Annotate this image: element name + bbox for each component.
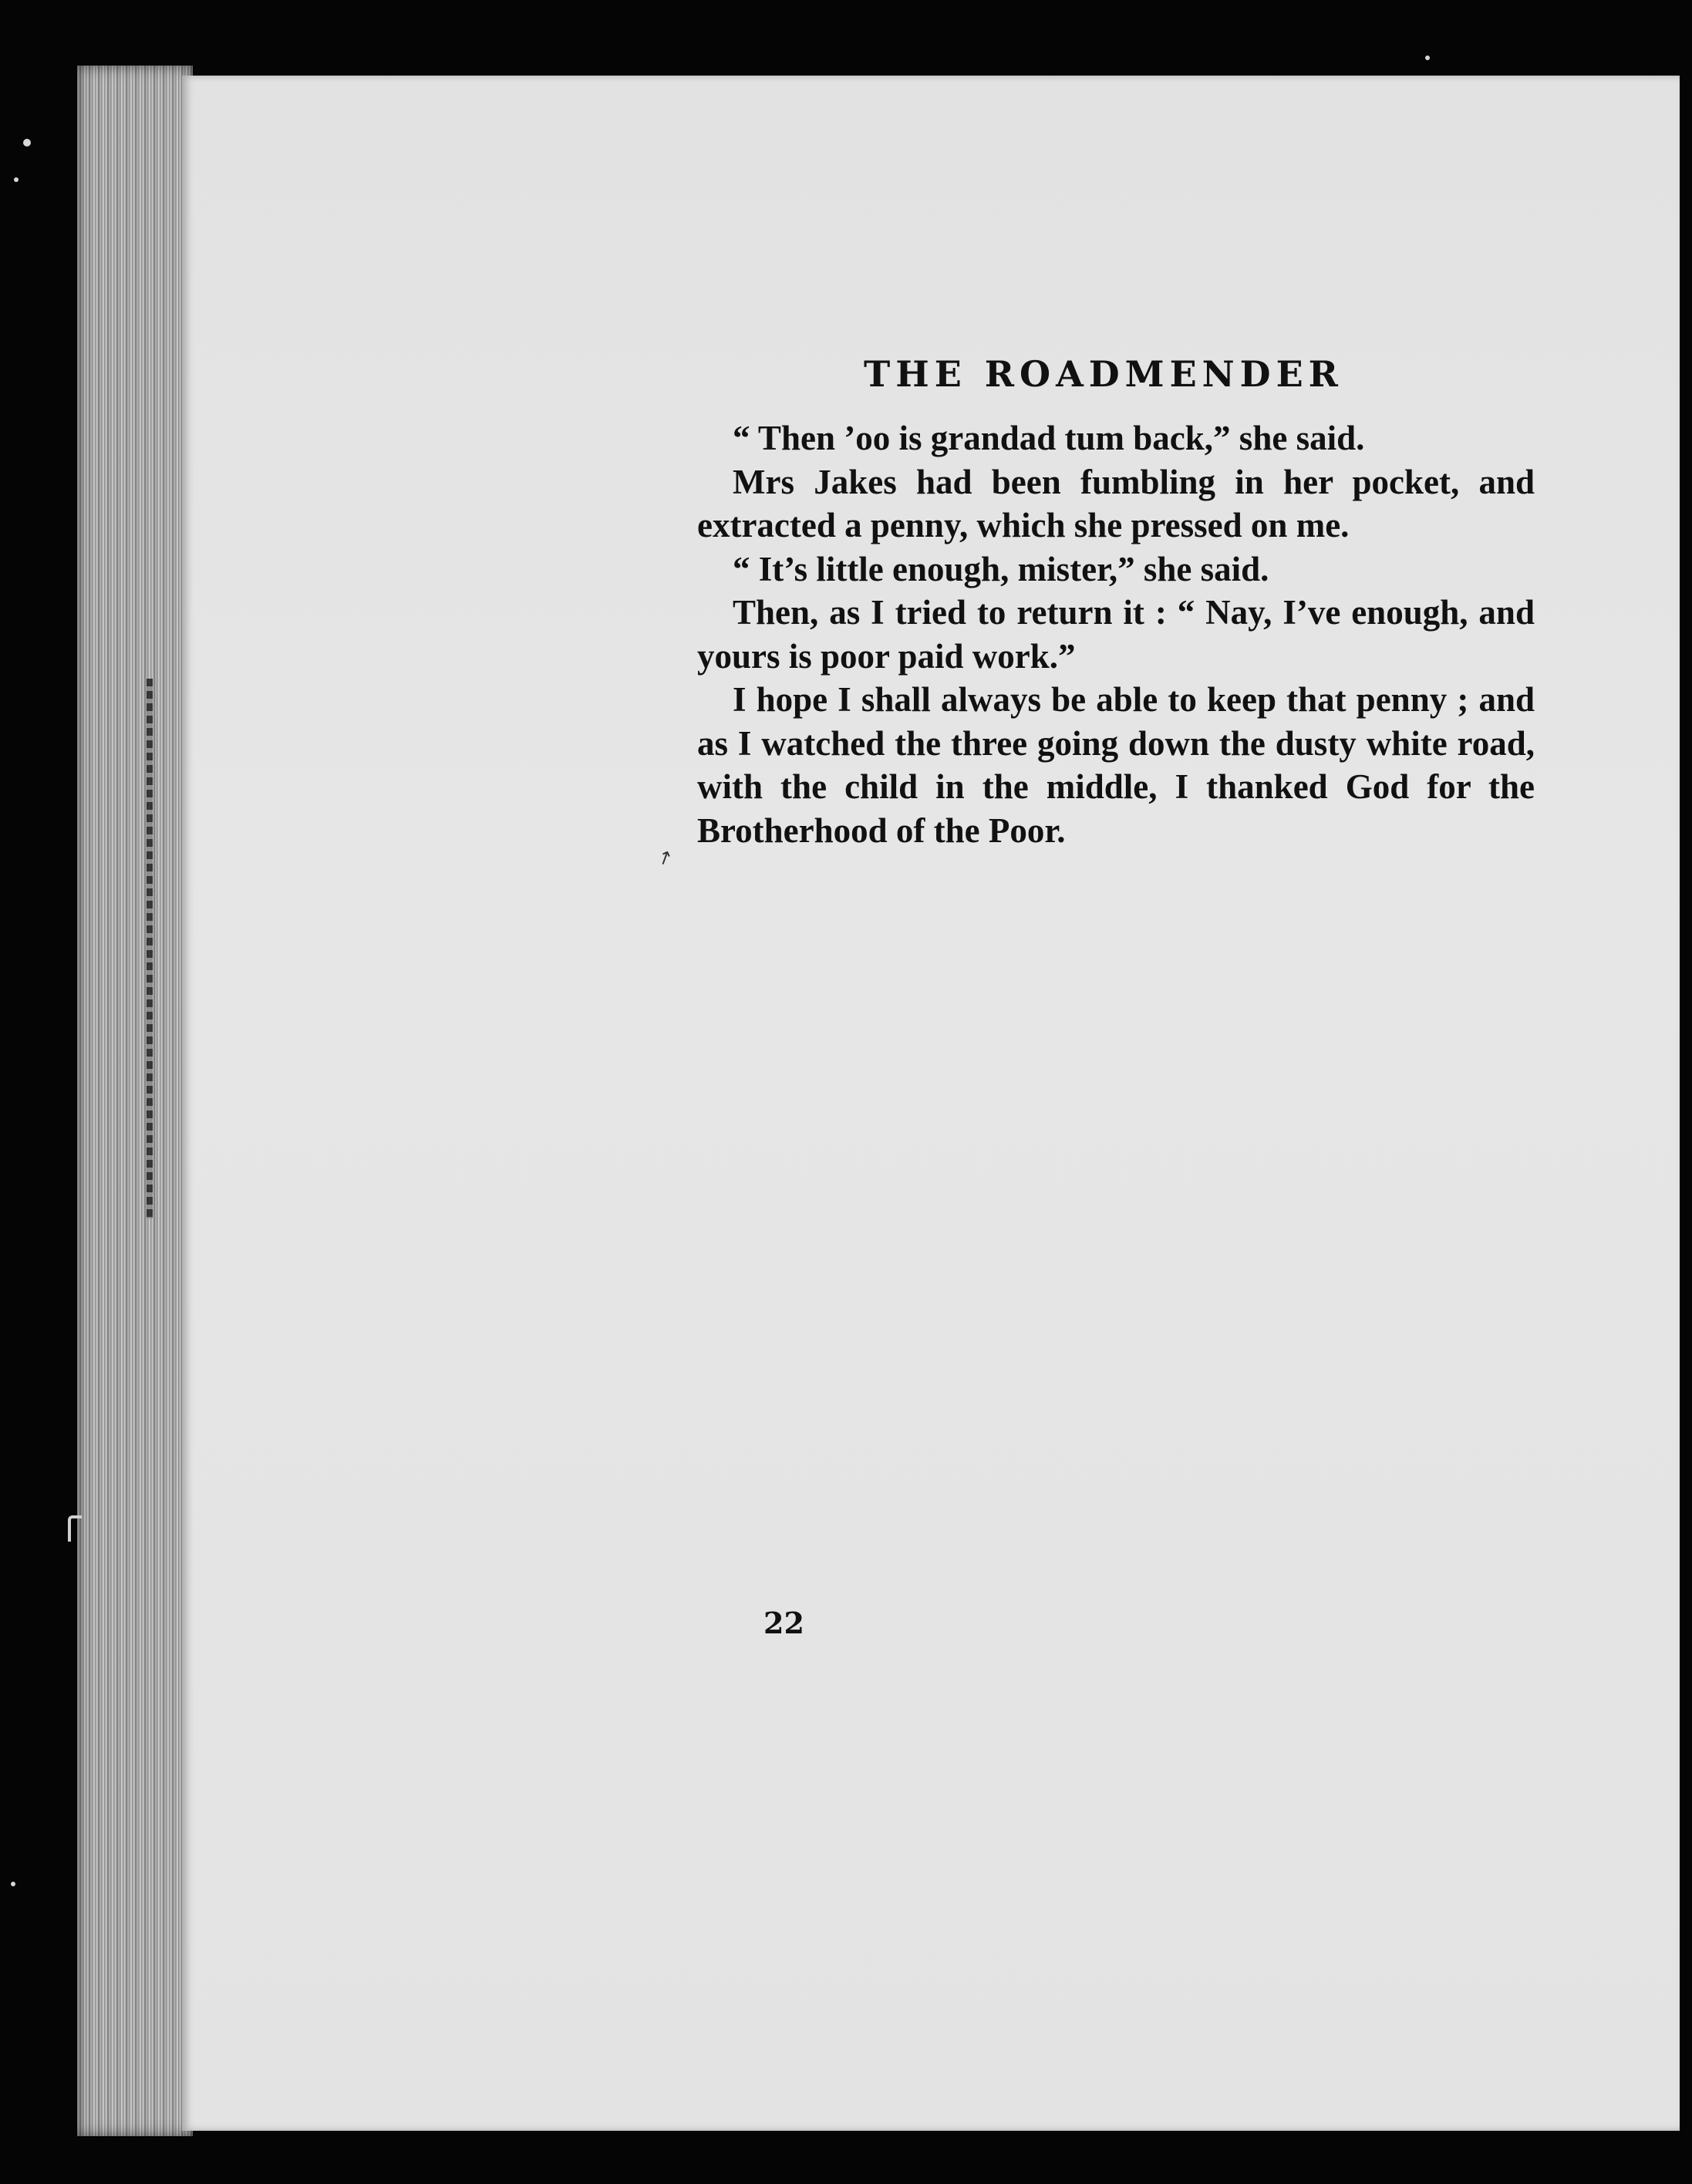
dust-speck [23, 139, 31, 147]
dust-speck [14, 177, 19, 182]
dust-speck [11, 1882, 15, 1886]
dust-speck [1425, 56, 1430, 60]
binding-stitch [147, 679, 153, 1218]
margin-pencil-mark: ↗ [653, 844, 677, 871]
paragraph: I hope I shall always be able to keep that penny ; and as I watched the three going down the dusty white road, with the child in the middle, I thanked God for the Brotherhood of the Poor. [697, 680, 1535, 850]
running-head: THE ROADMENDER [864, 353, 1343, 395]
book-page-edges [77, 66, 193, 2136]
paragraph: “ It’s little enough, mister,” she said. [733, 549, 1269, 588]
body-text [697, 416, 1535, 852]
paragraph: Mrs Jakes had been fumbling in her pocket, and extracted a penny, which she pressed on me. [697, 462, 1535, 544]
paragraph: “ Then ’oo is grandad tum back,” she said. [733, 419, 1365, 457]
edge-mark [68, 1515, 82, 1542]
page-number: 22 [763, 1606, 804, 1640]
paragraph: Then, as I tried to return it : “ Nay, I’ve enough, and yours is poor paid work.” [697, 593, 1535, 676]
